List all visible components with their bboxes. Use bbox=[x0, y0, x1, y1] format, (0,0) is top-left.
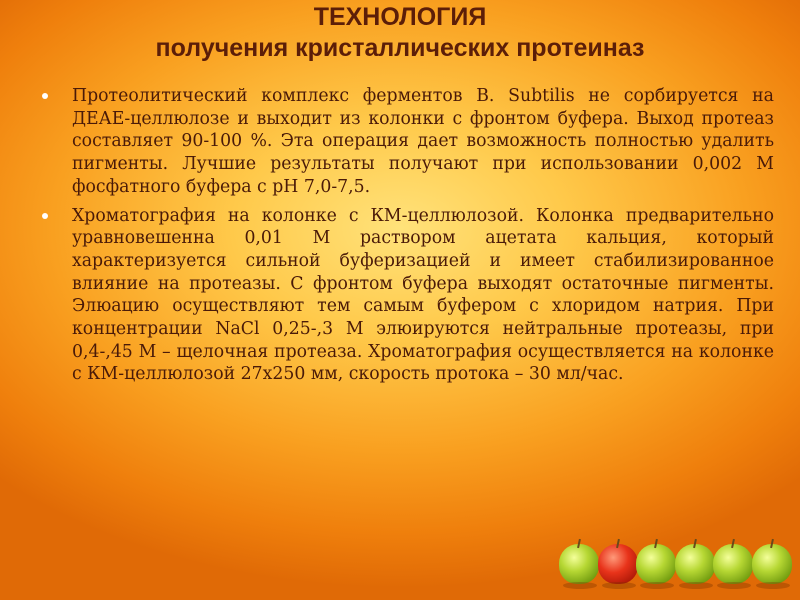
apple-icon bbox=[713, 544, 753, 584]
apple-icon bbox=[675, 544, 715, 584]
apple-icon bbox=[752, 544, 792, 584]
apple-icon bbox=[598, 544, 638, 584]
bullet-dot-icon bbox=[42, 213, 48, 219]
apples-decoration bbox=[553, 536, 800, 600]
bullet-text: Хроматография на колонке с КМ-целлюлозой. Колонка предварительно уравновешенна 0,01 М раствором ацетата кальция, который характеризуется сильной буферизацией и имеет стабилизированное влияние на протеазы. С фронтом буфера выходят остаточные пигменты. Элюацию осуществляют тем самым буфером с хлоридом натрия. При концентрации NaCl 0,25-,3 М элюируются нейтральные протеазы, при 0,4-,45 М – щелочная протеаза. Хроматография осуществляется на колонке с КМ-целлюлозой 27х250 мм, скорость протока – 30 мл/час. bbox=[72, 205, 774, 385]
title-line-1: ТЕХНОЛОГИЯ bbox=[313, 3, 487, 31]
slide-title bbox=[0, 2, 800, 64]
bullet-list bbox=[40, 85, 774, 392]
bullet-item bbox=[40, 205, 774, 387]
title-line-2: получения кристаллических протеиназ bbox=[155, 34, 645, 62]
apple-icon bbox=[559, 544, 599, 584]
bullet-item bbox=[40, 85, 774, 199]
bullet-dot-icon bbox=[42, 93, 48, 99]
bullet-text: Протеолитический комплекс ферментов B. Subtilis не сорбируется на ДЕАЕ-целлюлозе и выходит из колонки с фронтом буфера. Выход протеаз составляет 90-100 %. Эта операция дает возможность полностью удалить пигменты. Лучшие результаты получают при использовании 0,002 М фосфатного буфера с pH 7,0-7,5. bbox=[72, 86, 774, 197]
apple-icon bbox=[636, 544, 676, 584]
